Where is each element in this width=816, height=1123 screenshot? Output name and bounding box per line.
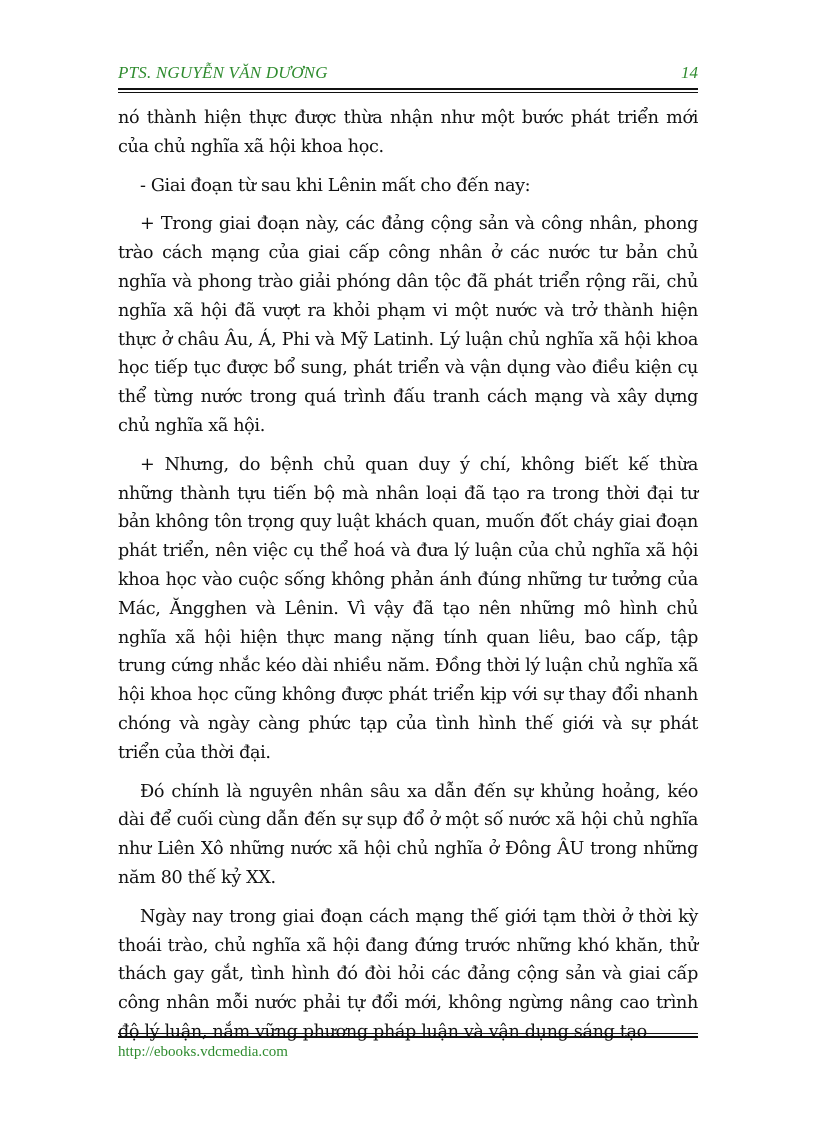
paragraph: nó thành hiện thực được thừa nhận như một bước phát triển mới của chủ nghĩa xã hội khoa học. bbox=[118, 108, 698, 157]
page-header bbox=[118, 63, 698, 89]
header-rule bbox=[118, 88, 698, 93]
footer-rule bbox=[118, 1033, 698, 1038]
footer-link[interactable]: http://ebooks.vdcmedia.com bbox=[118, 1044, 288, 1060]
paragraph: Đó chính là nguyên nhân sâu xa dẫn đến sự khủng hoảng, kéo dài để cuối cùng dẫn đến sự sụp đổ ở một số nước xã hội chủ nghĩa như Liên Xô những nước xã hội chủ nghĩa ở Đông ÂU trong những năm 80 thế kỷ XX. bbox=[118, 781, 698, 888]
paragraph: Ngày nay trong giai đoạn cách mạng thế giới tạm thời ở thời kỳ thoái trào, chủ nghĩa xã hội đang đứng trước những khó khăn, thử thách gay gắt, tình hình đó đòi hỏi các đảng cộng sản và giai cấp công nhân mỗi nước phải tự đổi mới, không ngừng nâng cao trình độ lý luận, nắm vững phương pháp luận và vận dụng sáng tạo bbox=[118, 906, 698, 1042]
paragraph: + Nhưng, do bệnh chủ quan duy ý chí, không biết kế thừa những thành tựu tiến bộ mà nhân loại đã tạo ra trong thời đại tư bản không tôn trọng quy luật khách quan, muốn đốt cháy giai đoạn phát triển, nên việc cụ thể hoá và đưa lý luận của chủ nghĩa xã hội khoa học vào cuộc sống không phản ánh đúng những tư tưởng của Mác, Ăngghen và Lênin. Vì vậy đã tạo nên những mô hình chủ nghĩa xã hội hiện thực mang nặng tính quan liêu, bao cấp, tập trung cứng nhắc kéo dài nhiều năm. Đồng thời lý luận chủ nghĩa xã hội khoa học cũng không được phát triển kịp với sự thay đổi nhanh chóng và ngày càng phức tạp của tình hình thế giới và sự phát triển của thời đại. bbox=[118, 454, 698, 763]
page-body bbox=[118, 104, 698, 1057]
page-number: 14 bbox=[681, 63, 698, 82]
paragraph: - Giai đoạn từ sau khi Lênin mất cho đến nay: bbox=[140, 175, 531, 196]
header-author: PTS. NGUYỄN VĂN DƯƠNG bbox=[118, 63, 328, 82]
paragraph: + Trong giai đoạn này, các đảng cộng sản và công nhân, phong trào cách mạng của giai cấp công nhân ở các nước tư bản chủ nghĩa và phong trào giải phóng dân tộc đã phát triển rộng rãi, chủ nghĩa xã hội đã vượt ra khỏi phạm vi một nước và trở thành hiện thực ở châu Âu, Á, Phi và Mỹ Latinh. Lý luận chủ nghĩa xã hội khoa học tiếp tục được bổ sung, phát triển và vận dụng vào điều kiện cụ thể từng nước trong quá trình đấu tranh cách mạng và xây dựng chủ nghĩa xã hội. bbox=[118, 214, 698, 436]
